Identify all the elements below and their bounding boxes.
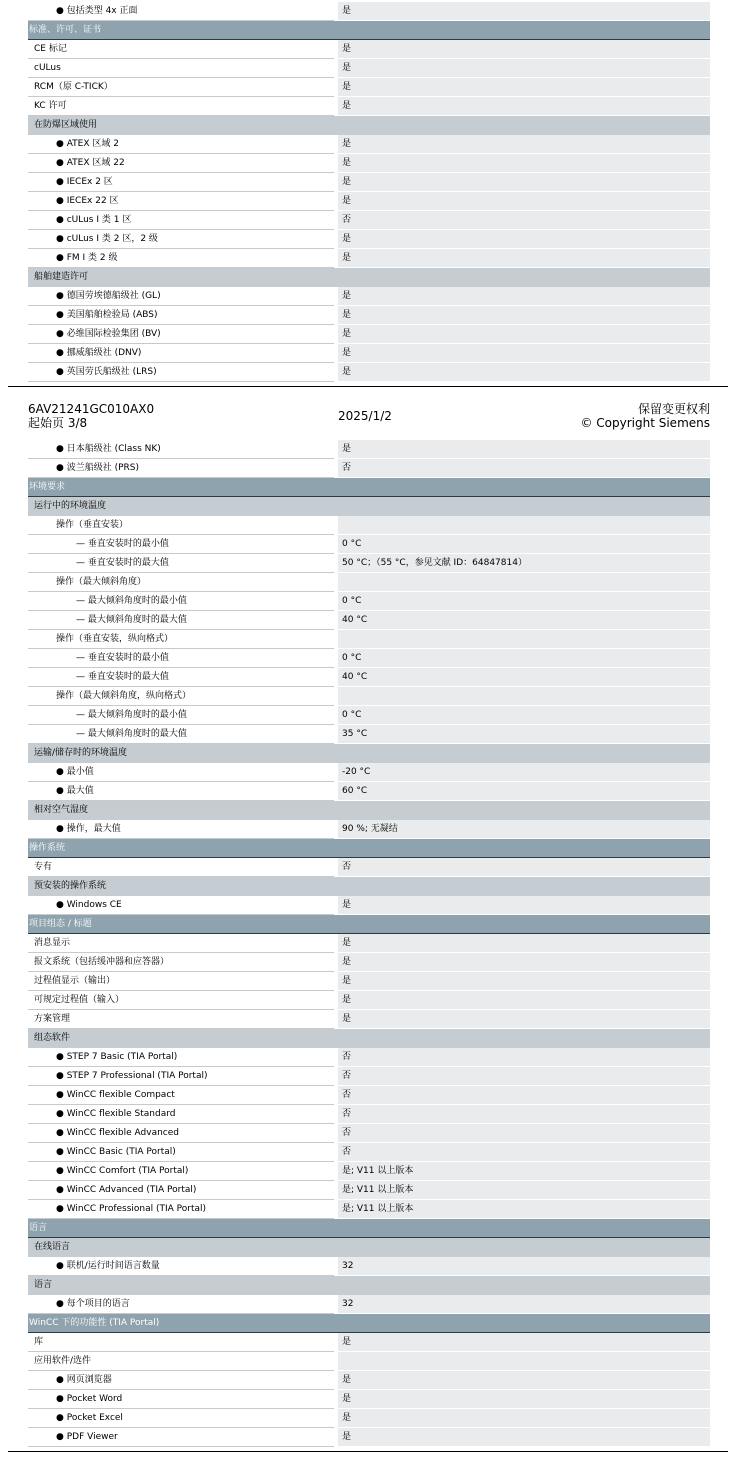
row-label: ● STEP 7 Basic (TIA Portal) [28, 1048, 334, 1067]
table-row [28, 306, 710, 325]
row-label: ● Pocket Excel [28, 1409, 334, 1428]
row-label: ● IECEx 22 区 [28, 192, 334, 211]
row-label: ● 必维国际检验集团 (BV) [28, 325, 334, 344]
row-label: 可规定过程值（输入） [28, 991, 334, 1010]
table-row [28, 1105, 710, 1124]
row-label: 运行中的环境温度 [34, 501, 107, 511]
row-label: ● ATEX 区域 22 [28, 154, 334, 173]
table-row [28, 820, 710, 839]
table-row [28, 782, 710, 801]
row-value: -20 °C [338, 763, 710, 782]
row-label: ● 最小值 [28, 763, 334, 782]
row-value: 否 [338, 1124, 710, 1143]
row-value: 0 °C [338, 592, 710, 611]
row-value: 是; V11 以上版本 [338, 1162, 710, 1181]
row-label: 过程值显示（输出） [28, 972, 334, 991]
row-label: ● 挪威船级社 (DNV) [28, 344, 334, 363]
table-row [28, 173, 710, 192]
spec-table-part-2 [28, 440, 710, 1447]
row-value: 是 [338, 154, 710, 173]
table-row [28, 649, 710, 668]
row-value: 否 [338, 1067, 710, 1086]
row-value: 是 [338, 59, 710, 78]
row-value: 是 [338, 173, 710, 192]
row-label: ● 美国船舶检验局 (ABS) [28, 306, 334, 325]
table-row [28, 1295, 710, 1314]
row-label: ● WinCC Advanced (TIA Portal) [28, 1181, 334, 1200]
table-row [28, 1428, 710, 1447]
row-label: 专有 [28, 858, 334, 877]
row-label: ● IECEx 2 区 [28, 173, 334, 192]
table-row [28, 630, 710, 649]
row-label: — 最大倾斜角度时的最小值 [28, 592, 334, 611]
row-value: 否 [338, 1105, 710, 1124]
row-value: 是 [338, 953, 710, 972]
row-label: 操作（垂直安装） [28, 516, 334, 535]
table-row [28, 554, 710, 573]
table-row [28, 459, 710, 478]
row-value: 是; V11 以上版本 [338, 1181, 710, 1200]
row-label: 在线语言 [34, 1242, 71, 1252]
row-value: 是 [338, 2, 710, 21]
row-value [338, 1352, 710, 1371]
section-header [28, 1219, 710, 1238]
table-row [28, 1067, 710, 1086]
row-value: 40 °C [338, 668, 710, 687]
row-value: 是 [338, 230, 710, 249]
row-label: ● ATEX 区域 2 [28, 135, 334, 154]
row-label: KC 许可 [28, 97, 334, 116]
row-value: 40 °C [338, 611, 710, 630]
table-row [28, 344, 710, 363]
row-label: 操作（最大倾斜角度，纵向格式） [28, 687, 334, 706]
row-label: — 垂直安装时的最大值 [28, 668, 334, 687]
row-value: 是 [338, 306, 710, 325]
rights-reserved: 保留变更权利 [637, 402, 710, 416]
row-label: ● 包括类型 4x 正面 [28, 2, 334, 21]
row-value: 是 [338, 1010, 710, 1029]
row-value: 35 °C [338, 725, 710, 744]
table-row [28, 535, 710, 554]
row-value: 否 [338, 211, 710, 230]
row-label: ● Pocket Word [28, 1390, 334, 1409]
row-label: ● WinCC flexible Compact [28, 1086, 334, 1105]
page-separator-top [8, 386, 728, 387]
footer-date: 2025/1/2 [338, 409, 392, 423]
row-label: — 最大倾斜角度时的最大值 [28, 725, 334, 744]
table-row [28, 573, 710, 592]
table-row [28, 1371, 710, 1390]
table-row [28, 1352, 710, 1371]
table-row [28, 1162, 710, 1181]
subsection-header [28, 1029, 710, 1048]
row-label: ● cULus I 类 2 区，2 级 [28, 230, 334, 249]
row-label: ● WinCC Comfort (TIA Portal) [28, 1162, 334, 1181]
table-row [28, 858, 710, 877]
row-value: 是 [338, 1371, 710, 1390]
row-value [338, 630, 710, 649]
row-value [338, 573, 710, 592]
row-label: 组态软件 [34, 1033, 71, 1043]
page-number: 起始页 3/8 [28, 416, 88, 430]
row-value: 否 [338, 459, 710, 478]
table-row [28, 59, 710, 78]
table-row [28, 154, 710, 173]
table-row [28, 1124, 710, 1143]
row-label: ● WinCC Professional (TIA Portal) [28, 1200, 334, 1219]
row-value: 是; V11 以上版本 [338, 1200, 710, 1219]
row-label: CE 标记 [28, 40, 334, 59]
table-row [28, 972, 710, 991]
subsection-header [28, 268, 710, 287]
row-label: — 最大倾斜角度时的最小值 [28, 706, 334, 725]
subsection-header [28, 877, 710, 896]
row-label: 报文系统（包括缓冲器和应答器） [28, 953, 334, 972]
row-value: 90 %; 无凝结 [338, 820, 710, 839]
order-number: 6AV21241GC010AX0 [28, 402, 155, 416]
section-header [28, 478, 710, 497]
row-value: 是 [338, 249, 710, 268]
row-value: 否 [338, 1143, 710, 1162]
row-label: ● Windows CE [28, 896, 334, 915]
table-row [28, 516, 710, 535]
row-label: — 垂直安装时的最小值 [28, 535, 334, 554]
table-row [28, 934, 710, 953]
table-row [28, 230, 710, 249]
row-label: 方案管理 [28, 1010, 334, 1029]
footer-left [28, 402, 154, 430]
footer-right [580, 402, 710, 430]
row-value: 32 [338, 1295, 710, 1314]
table-row [28, 287, 710, 306]
row-label: ● 操作，最大值 [28, 820, 334, 839]
table-row [28, 1200, 710, 1219]
subsection-header [28, 801, 710, 820]
row-label: ● PDF Viewer [28, 1428, 334, 1447]
row-value: 0 °C [338, 649, 710, 668]
section-header [28, 1314, 710, 1333]
section-header [28, 21, 710, 40]
row-value [338, 687, 710, 706]
table-row [28, 440, 710, 459]
row-label: ● cULus I 类 1 区 [28, 211, 334, 230]
table-row [28, 363, 710, 382]
table-row [28, 78, 710, 97]
row-label: ● 德国劳埃德船级社 (GL) [28, 287, 334, 306]
row-label: ● WinCC flexible Advanced [28, 1124, 334, 1143]
row-label: ● WinCC flexible Standard [28, 1105, 334, 1124]
spec-table-part-1 [28, 2, 710, 382]
table-row [28, 1086, 710, 1105]
table-row [28, 192, 710, 211]
row-value: 0 °C [338, 535, 710, 554]
table-row [28, 1181, 710, 1200]
row-value: 是 [338, 363, 710, 382]
table-row [28, 135, 710, 154]
row-label: 船舶建造许可 [34, 272, 89, 282]
row-label: 应用软件/选件 [28, 1352, 334, 1371]
row-label: — 垂直安装时的最大值 [28, 554, 334, 573]
row-value [338, 516, 710, 535]
table-row [28, 1390, 710, 1409]
row-label: 语言 [34, 1280, 53, 1290]
table-row [28, 592, 710, 611]
row-value: 是 [338, 97, 710, 116]
table-row [28, 706, 710, 725]
table-row [28, 725, 710, 744]
row-value: 否 [338, 858, 710, 877]
row-label: ● STEP 7 Professional (TIA Portal) [28, 1067, 334, 1086]
table-row [28, 611, 710, 630]
row-value: 是 [338, 1333, 710, 1352]
table-row [28, 991, 710, 1010]
row-value: 是 [338, 78, 710, 97]
row-label: ● FM I 类 2 级 [28, 249, 334, 268]
row-value: 50 °C；（55 °C，参见文献 ID：64847814） [338, 554, 710, 573]
row-value: 60 °C [338, 782, 710, 801]
subsection-header [28, 116, 710, 135]
section-header [28, 915, 710, 934]
table-row [28, 763, 710, 782]
page-separator-bottom [8, 1451, 728, 1452]
table-row [28, 2, 710, 21]
row-value: 否 [338, 1048, 710, 1067]
row-label: ● WinCC Basic (TIA Portal) [28, 1143, 334, 1162]
row-value: 是 [338, 896, 710, 915]
row-label: 项目组态 / 标题 [29, 919, 92, 929]
row-label: ● 最大值 [28, 782, 334, 801]
table-row [28, 687, 710, 706]
row-label: ● 网页浏览器 [28, 1371, 334, 1390]
row-label: — 垂直安装时的最小值 [28, 649, 334, 668]
subsection-header [28, 744, 710, 763]
copyright: © Copyright Siemens [580, 416, 710, 430]
row-label: 操作（最大倾斜角度） [28, 573, 334, 592]
table-row [28, 1143, 710, 1162]
table-row [28, 1409, 710, 1428]
subsection-header [28, 1238, 710, 1257]
row-label: RCM（原 C-TICK） [28, 78, 334, 97]
row-label: — 最大倾斜角度时的最大值 [28, 611, 334, 630]
row-label: ● 联机/运行时间语言数量 [28, 1257, 334, 1276]
row-value: 是 [338, 991, 710, 1010]
table-row [28, 1048, 710, 1067]
row-value: 是 [338, 934, 710, 953]
subsection-header [28, 497, 710, 516]
table-row [28, 40, 710, 59]
row-label: WinCC 下的功能性 (TIA Portal) [29, 1318, 160, 1328]
row-value: 是 [338, 135, 710, 154]
table-row [28, 1257, 710, 1276]
row-value: 是 [338, 1409, 710, 1428]
row-label: 在防爆区域使用 [34, 120, 98, 130]
row-label: 相对空气湿度 [34, 805, 89, 815]
row-label: ● 每个项目的语言 [28, 1295, 334, 1314]
row-value: 否 [338, 1086, 710, 1105]
row-label: 消息显示 [28, 934, 334, 953]
row-label: 预安装的操作系统 [34, 881, 107, 891]
page-footer [28, 402, 710, 432]
row-value: 是 [338, 972, 710, 991]
row-label: 环境要求 [29, 482, 66, 492]
row-label: cULus [28, 59, 334, 78]
table-row [28, 896, 710, 915]
row-value: 是 [338, 192, 710, 211]
row-value: 是 [338, 40, 710, 59]
row-label: 库 [28, 1333, 334, 1352]
row-value: 是 [338, 1428, 710, 1447]
row-value: 是 [338, 325, 710, 344]
table-row [28, 668, 710, 687]
table-row [28, 211, 710, 230]
row-label: 语言 [29, 1223, 48, 1233]
row-value: 32 [338, 1257, 710, 1276]
row-label: ● 波兰船级社 (PRS) [28, 459, 334, 478]
row-value: 是 [338, 1390, 710, 1409]
row-value: 是 [338, 344, 710, 363]
table-row [28, 97, 710, 116]
row-label: ● 英国劳氏船级社 (LRS) [28, 363, 334, 382]
table-row [28, 1010, 710, 1029]
table-row [28, 249, 710, 268]
row-label: 操作（垂直安装，纵向格式） [28, 630, 334, 649]
row-value: 是 [338, 287, 710, 306]
row-value: 是 [338, 440, 710, 459]
table-row [28, 953, 710, 972]
subsection-header [28, 1276, 710, 1295]
section-header [28, 839, 710, 858]
table-row [28, 1333, 710, 1352]
table-row [28, 325, 710, 344]
row-value: 0 °C [338, 706, 710, 725]
row-label: 操作系统 [29, 843, 66, 853]
row-label: 标准、许可、证书 [29, 25, 102, 35]
row-label: 运输/储存时的环境温度 [34, 748, 128, 758]
row-label: ● 日本船级社 (Class NK) [28, 440, 334, 459]
